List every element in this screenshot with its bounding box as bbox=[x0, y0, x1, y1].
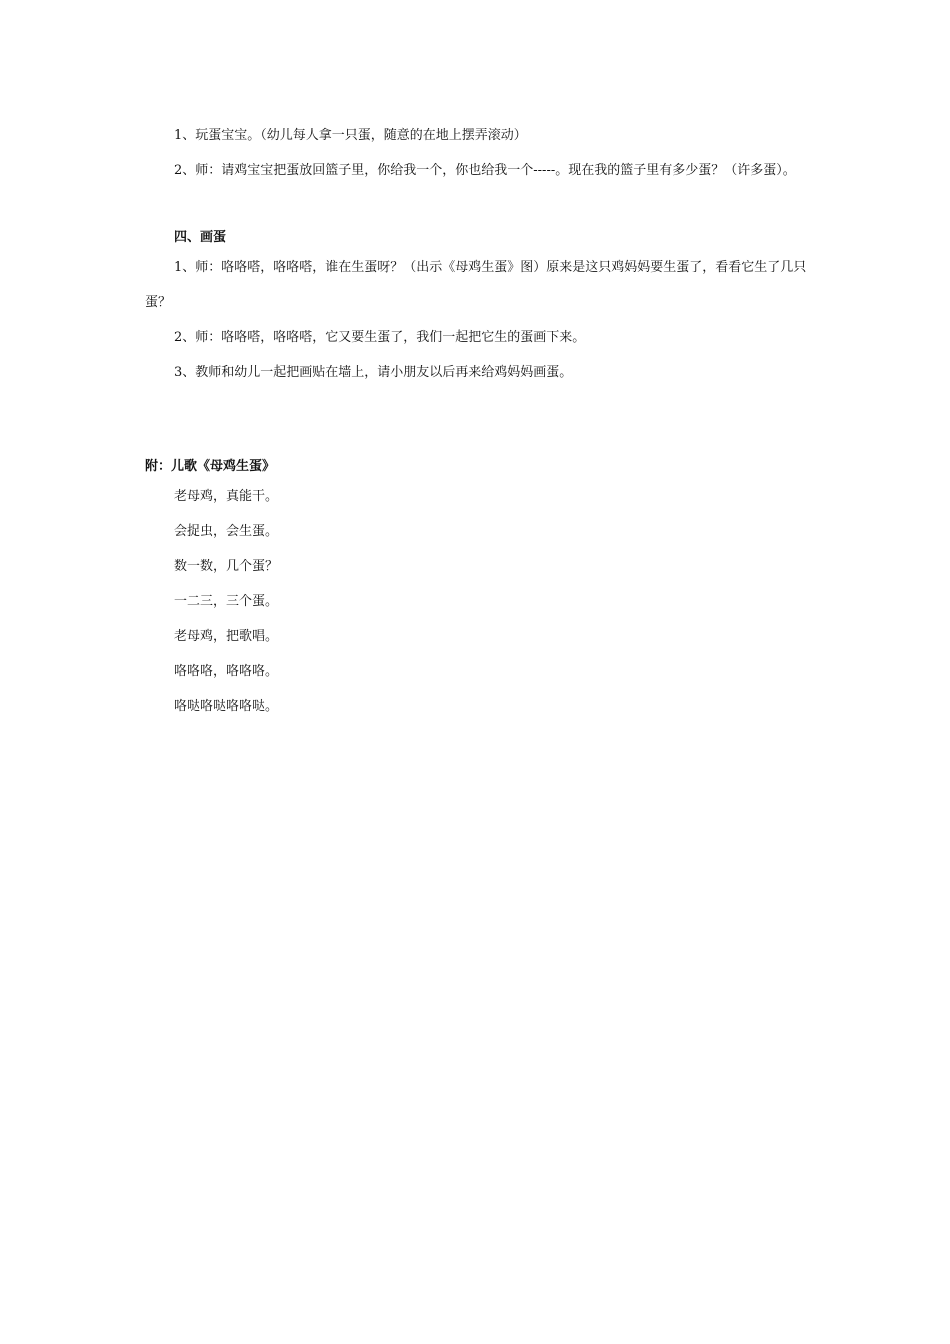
rhyme-line: 咯咯咯，咯咯咯。 bbox=[174, 664, 279, 679]
nursery-rhyme bbox=[174, 479, 278, 724]
appendix-heading: 附：儿歌《母鸡生蛋》 bbox=[145, 459, 276, 474]
section-heading-draw-eggs: 四、画蛋 bbox=[174, 230, 227, 245]
rhyme-line: 老母鸡，把歌唱。 bbox=[174, 629, 279, 644]
draw-step-2: 2、师：咯咯嗒，咯咯嗒，它又要生蛋了，我们一起把它生的蛋画下来。 bbox=[174, 330, 586, 345]
rhyme-line: 会捉虫，会生蛋。 bbox=[174, 524, 279, 539]
rhyme-line: 一二三，三个蛋。 bbox=[174, 594, 279, 609]
rhyme-line: 老母鸡，真能干。 bbox=[174, 489, 279, 504]
draw-step-1: 1、师：咯咯嗒，咯咯嗒，谁在生蛋呀？（出示《母鸡生蛋》图）原来是这只鸡妈妈要生蛋了，看看它生了几只蛋？ bbox=[145, 260, 807, 310]
activity-step-2: 2、师：请鸡宝宝把蛋放回篮子里，你给我一个，你也给我一个-----。现在我的篮子里有多少蛋？（许多蛋）。 bbox=[174, 163, 796, 178]
rhyme-line: 数一数，几个蛋？ bbox=[174, 559, 279, 574]
rhyme-line: 咯哒咯哒咯咯哒。 bbox=[174, 699, 279, 714]
activity-step-1: 1、玩蛋宝宝。（幼儿每人拿一只蛋，随意的在地上摆弄滚动） bbox=[174, 128, 527, 143]
draw-step-3: 3、教师和幼儿一起把画贴在墙上，请小朋友以后再来给鸡妈妈画蛋。 bbox=[174, 365, 573, 380]
